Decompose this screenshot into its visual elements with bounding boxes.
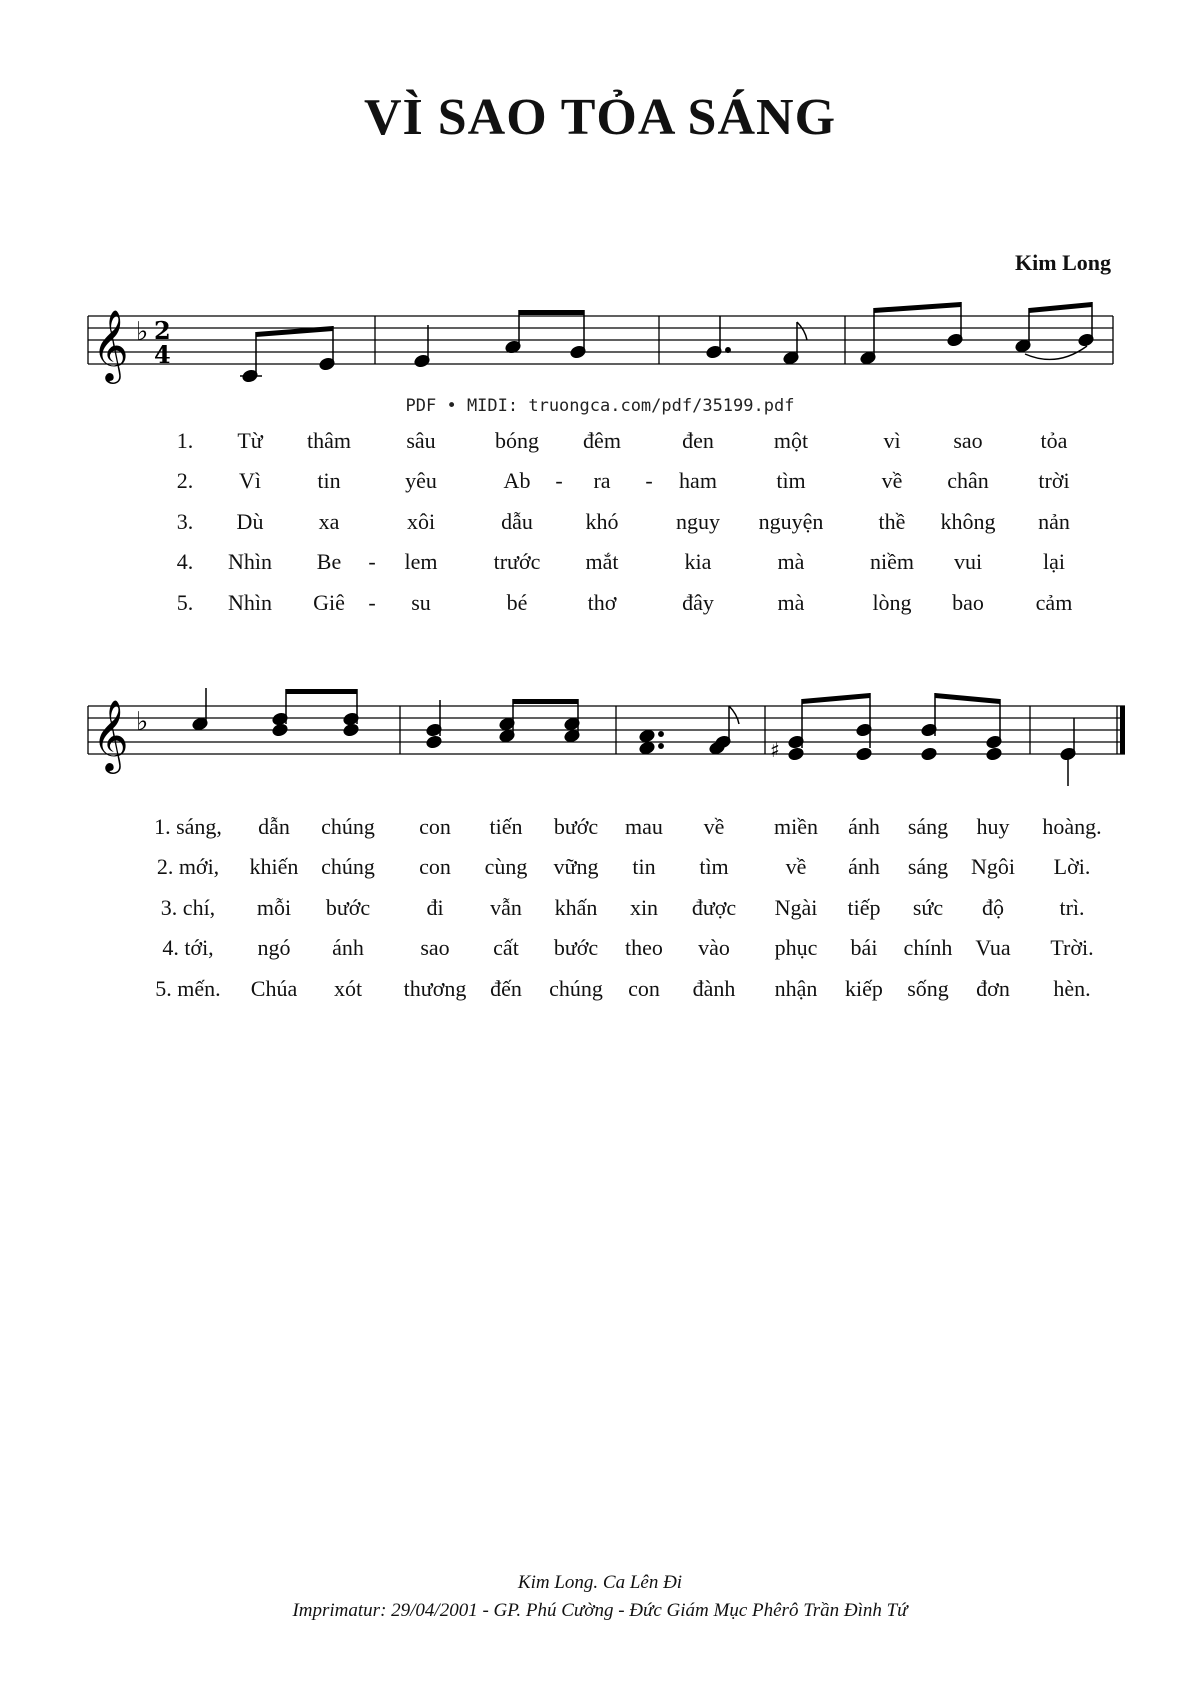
syllable: Ab xyxy=(503,468,531,493)
syllable: 3. xyxy=(176,509,194,534)
flat-icon: ♭ xyxy=(136,317,149,347)
syllable: cảm xyxy=(1035,590,1073,615)
watermark-text: PDF • MIDI: truongca.com/pdf/35199.pdf xyxy=(405,396,795,416)
syllable: ra xyxy=(593,468,611,493)
syllable: cất xyxy=(493,935,519,960)
syllable: ham xyxy=(679,468,717,493)
syllable: huy xyxy=(976,814,1010,839)
syllable: dẫu xyxy=(501,509,533,534)
footer-imprimatur: Imprimatur: 29/04/2001 - GP. Phú Cường - Đức Giám Mục Phêrô Trần Đình Tứ xyxy=(292,1600,908,1621)
treble-clef-icon: 𝄞 xyxy=(92,308,129,381)
syllable: ánh xyxy=(848,854,880,879)
syllable: - xyxy=(645,468,653,493)
syllable: Nhìn xyxy=(228,549,272,574)
syllable: mà xyxy=(777,590,805,615)
syllable: ánh xyxy=(848,814,880,839)
syllable: 1. xyxy=(176,428,194,453)
syllable: cùng xyxy=(484,854,528,879)
syllable: hoàng. xyxy=(1042,814,1102,839)
syllable: khó xyxy=(585,509,619,534)
syllable: niềm xyxy=(870,549,914,574)
syllable: Từ xyxy=(237,428,263,453)
syllable: - xyxy=(555,468,563,493)
syllable: chúng xyxy=(321,814,375,839)
note-head xyxy=(272,723,289,737)
syllable: thâm xyxy=(307,428,351,453)
syllable: theo xyxy=(625,935,663,960)
syllable: đây xyxy=(682,590,714,615)
syllable: phục xyxy=(774,935,818,960)
syllable: - xyxy=(368,549,376,574)
flat-icon: ♭ xyxy=(136,707,149,737)
syllable: mỗi xyxy=(256,895,292,920)
syllable: Trời. xyxy=(1050,935,1094,960)
syllable: Ngôi xyxy=(971,854,1015,879)
syllable: xin xyxy=(629,895,659,920)
syllable: Ngài xyxy=(774,895,818,920)
footer-source: Kim Long. Ca Lên Đi xyxy=(517,1572,683,1593)
syllable: nguy xyxy=(676,509,720,534)
syllable: lại xyxy=(1043,549,1065,574)
syllable: Dù xyxy=(236,509,264,534)
time-signature-bottom: 4 xyxy=(154,340,171,369)
syllable: vào xyxy=(698,935,730,960)
syllable: về xyxy=(703,814,725,839)
syllable: tìm xyxy=(776,468,806,493)
syllable: Be xyxy=(316,549,342,574)
syllable: hèn. xyxy=(1053,976,1091,1001)
syllable: bước xyxy=(553,935,599,960)
syllable: sức xyxy=(912,895,944,920)
syllable: một xyxy=(773,428,809,453)
syllable: vẫn xyxy=(490,895,522,920)
syllable: đi xyxy=(426,895,444,920)
syllable: dẫn xyxy=(258,814,290,839)
syllable: chúng xyxy=(549,976,603,1001)
syllable: xôi xyxy=(406,509,436,534)
verse-line xyxy=(0,976,1200,1006)
verse-line xyxy=(0,549,1200,579)
syllable: trời xyxy=(1038,468,1070,493)
syllable: 4. xyxy=(176,549,194,574)
verse-line xyxy=(0,428,1200,458)
syllable: tỏa xyxy=(1040,428,1068,453)
note-head xyxy=(921,747,938,761)
syllable: mau xyxy=(625,814,663,839)
syllable: tiến xyxy=(489,814,523,839)
verse-line xyxy=(0,854,1200,884)
syllable: thương xyxy=(403,976,467,1001)
syllable: nhận xyxy=(774,976,818,1001)
song-title: VÌ SAO TỎA SÁNG xyxy=(363,89,837,146)
syllable: ngó xyxy=(257,935,291,960)
syllable: đành xyxy=(692,976,736,1001)
syllable: 5. mến. xyxy=(155,976,221,1001)
treble-clef-icon: 𝄞 xyxy=(92,698,129,771)
syllable: Vua xyxy=(975,935,1011,960)
note-head xyxy=(639,741,656,755)
syllable: con xyxy=(628,976,660,1001)
verse-line xyxy=(0,895,1200,925)
syllable: mắt xyxy=(585,549,619,574)
syllable: bái xyxy=(850,935,878,960)
syllable: lòng xyxy=(872,590,912,615)
verse-line xyxy=(0,590,1200,620)
syllable: kia xyxy=(684,549,712,574)
note-head xyxy=(788,747,805,761)
syllable: bước xyxy=(325,895,371,920)
syllable: thề xyxy=(878,509,906,534)
syllable: chúng xyxy=(321,854,375,879)
syllable: sáng xyxy=(907,854,949,879)
syllable: su xyxy=(411,590,431,615)
syllable: không xyxy=(940,509,996,534)
syllable: sâu xyxy=(406,428,436,453)
verse-line xyxy=(0,468,1200,498)
syllable: tin xyxy=(632,854,656,879)
syllable: về xyxy=(785,854,807,879)
syllable: Lời. xyxy=(1053,854,1091,879)
syllable: bao xyxy=(952,590,984,615)
syllable: đến xyxy=(490,976,522,1001)
syllable: sống xyxy=(907,976,949,1001)
syllable: con xyxy=(419,854,451,879)
syllable: vì xyxy=(883,428,901,453)
syllable: con xyxy=(419,814,451,839)
syllable: khấn xyxy=(554,895,598,920)
syllable: mà xyxy=(777,549,805,574)
syllable: miền xyxy=(774,814,818,839)
syllable: tiếp xyxy=(847,895,881,920)
syllable: tin xyxy=(317,468,341,493)
note-head xyxy=(639,729,656,743)
syllable: nản xyxy=(1038,509,1070,534)
syllable: về xyxy=(881,468,903,493)
syllable: đêm xyxy=(583,428,621,453)
syllable: 1. sáng, xyxy=(154,814,222,839)
syllable: yêu xyxy=(405,468,437,493)
syllable: sao xyxy=(953,428,983,453)
syllable: 3. chí, xyxy=(160,895,216,920)
sharp-icon: ♯ xyxy=(770,738,780,762)
syllable: được xyxy=(691,895,737,920)
composer-name: Kim Long xyxy=(1015,250,1111,275)
syllable: sao xyxy=(420,935,450,960)
syllable: 2. mới, xyxy=(156,854,220,879)
syllable: Nhìn xyxy=(228,590,272,615)
syllable: thơ xyxy=(587,590,617,615)
syllable: kiếp xyxy=(845,976,883,1001)
verse-line xyxy=(0,814,1200,844)
syllable: lem xyxy=(404,549,438,574)
syllable: Giê xyxy=(313,590,345,615)
syllable: vững xyxy=(553,854,599,879)
time-signature-top: 2 xyxy=(154,316,171,345)
syllable: 5. xyxy=(176,590,194,615)
syllable: tìm xyxy=(699,854,729,879)
note-head xyxy=(343,723,360,737)
syllable: vui xyxy=(953,549,983,574)
syllable: Vì xyxy=(239,468,261,493)
syllable: chân xyxy=(947,468,989,493)
syllable: bé xyxy=(506,590,528,615)
syllable: khiến xyxy=(249,854,299,879)
syllable: độ xyxy=(982,895,1004,920)
syllable: trước xyxy=(493,549,541,574)
note-head xyxy=(856,747,873,761)
syllable: bước xyxy=(553,814,599,839)
syllable: nguyện xyxy=(758,509,824,534)
syllable: sáng xyxy=(907,814,949,839)
syllable: - xyxy=(368,590,376,615)
syllable: chính xyxy=(903,935,953,960)
syllable: 4. tới, xyxy=(162,935,214,960)
syllable: bóng xyxy=(495,428,539,453)
syllable: xa xyxy=(318,509,340,534)
syllable: 2. xyxy=(176,468,194,493)
syllable: Chúa xyxy=(250,976,298,1001)
syllable: đen xyxy=(682,428,714,453)
note-head xyxy=(986,747,1003,761)
verse-line xyxy=(0,509,1200,539)
verse-line xyxy=(0,935,1200,965)
note-head xyxy=(426,735,443,749)
syllable: ánh xyxy=(332,935,364,960)
staff-system-2 xyxy=(0,678,1200,808)
syllable: đơn xyxy=(976,976,1010,1001)
syllable: trì. xyxy=(1059,895,1085,920)
syllable: xót xyxy=(333,976,363,1001)
